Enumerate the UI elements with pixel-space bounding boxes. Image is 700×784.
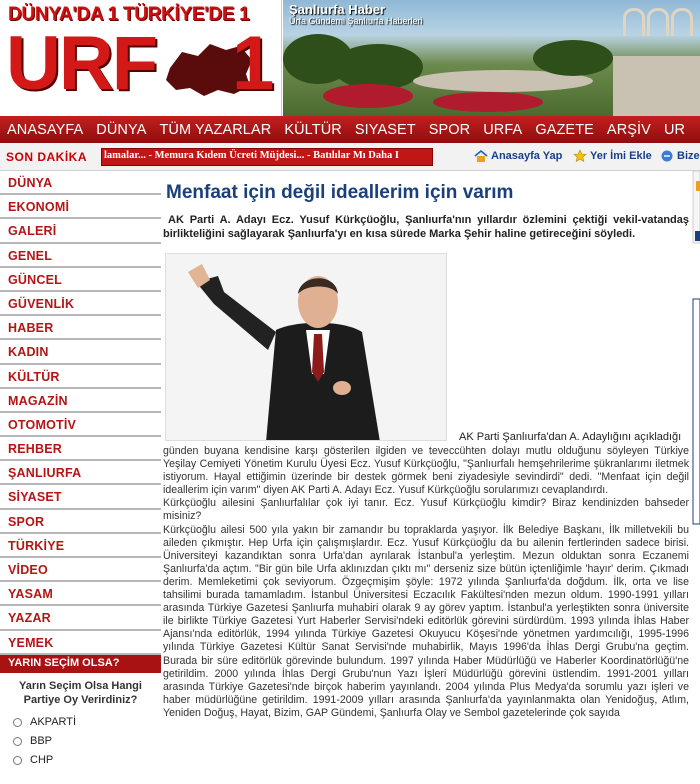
star-icon <box>573 149 587 163</box>
sidebar-item-dunya[interactable] <box>0 171 161 195</box>
sidebar-item-guncel[interactable] <box>0 268 161 292</box>
sidebar-item-label: EKONOMİ <box>8 200 70 215</box>
banner-arch <box>647 8 669 36</box>
sidebar-item-kultur[interactable] <box>0 365 161 389</box>
sidebar-item-otomotiv[interactable] <box>0 413 161 437</box>
candidate-illustration <box>166 254 447 441</box>
logo-text: URF <box>6 21 157 106</box>
logo-tagline: DÜNYA'DA 1 TÜRKİYE'DE 1 <box>8 4 250 25</box>
sidebar-item-label: GÜNCEL <box>8 272 62 287</box>
poll-option-label: CHP <box>30 753 54 766</box>
ticker-text[interactable]: lamalar... - Memura Kıdem Ücreti Müjdesi... - Batılılar Mı Daha I <box>104 150 399 161</box>
header-banner <box>283 0 700 116</box>
banner-tree <box>533 40 613 76</box>
sidebar-item-guvenlik[interactable] <box>0 292 161 316</box>
right-column-edge <box>689 171 700 784</box>
sidebar-item-label: VİDEO <box>8 563 48 577</box>
sidebar-item-yasam[interactable] <box>0 582 161 606</box>
nav-item[interactable]: TÜM YAZARLAR <box>159 121 272 138</box>
banner-arch <box>671 8 693 36</box>
sidebar-item-kadin[interactable] <box>0 340 161 364</box>
breaking-news-label: SON DAKİKA <box>6 150 88 164</box>
sidebar-item-video[interactable] <box>0 558 161 582</box>
category-sidebar <box>0 171 161 784</box>
sidebar-item-label: YEMEK <box>8 635 54 650</box>
sidebar-item-label: YASAM <box>8 587 53 602</box>
sidebar-item-label: GÜVENLİK <box>8 296 75 311</box>
article <box>163 171 689 784</box>
sidebar-item-label: DÜNYA <box>8 176 53 190</box>
poll-option[interactable] <box>0 732 161 751</box>
article-paragraph: günden buyana kendisine karşı gösterilen ilgiden ve teveccühten dolayı mutlu olduğunu söyleyen Türkiye Yeşilay Cemiyeti Yönetim Kurulu Üyesi Ecz. Yusuf Kürkçüoğlu, "Şanlıurfalı hemşehrilerime şükranlarımı iletmek istiyorum. Hayal ettiğimin üzerinde bir destek görmek beni ziyadesiyle sevindirdi" dedi. "Menfaat için değil ideallerim için varım" diyen AK Parti A. Adayı Ecz. Yusuf Kürkçüoğlu sorularımızı cevaplandırdı. <box>163 445 689 497</box>
article-lead: AK Parti A. Adayı Ecz. Yusuf Kürkçüoğlu, Şanlıurfa'nın yıllardır özlemini çektiği vekil-vatandaş birlikteliğini sağlayarak Şanlıurfa'yı en kısa sürede Marka Şehir haline getireceğini söyledi. <box>163 214 689 240</box>
poll-radio[interactable] <box>13 737 22 746</box>
site-logo[interactable] <box>0 0 282 116</box>
poll-option-label: AKPARTİ <box>30 715 77 728</box>
main-nav <box>0 116 700 143</box>
sidebar-item-ekonomi[interactable] <box>0 195 161 219</box>
poll-option[interactable] <box>0 713 161 732</box>
sidebar-item-genel[interactable] <box>0 244 161 268</box>
sidebar-item-haber[interactable] <box>0 316 161 340</box>
banner-title: Şanlıurfa Haber <box>289 2 386 17</box>
poll-radio[interactable] <box>13 756 22 765</box>
site-header <box>0 0 700 116</box>
banner-flowerbed <box>433 92 543 112</box>
poll-header <box>0 655 161 673</box>
banner-arch <box>623 8 645 36</box>
nav-item[interactable]: ANASAYFA <box>7 121 84 138</box>
nav-item[interactable]: DÜNYA <box>96 121 147 138</box>
contact-icon <box>660 149 674 163</box>
sidebar-item-label: KADIN <box>8 345 49 360</box>
sidebar-item-yemek[interactable] <box>0 631 161 655</box>
nav-item[interactable]: ARŞİV <box>606 121 651 138</box>
sidebar-item-label: SİYASET <box>8 490 62 505</box>
sidebar-item-siyaset[interactable] <box>0 485 161 509</box>
sidebar-item-label: YAZAR <box>8 611 51 626</box>
poll-option-label: BBP <box>30 734 53 747</box>
sidebar-item-label: MAGAZİN <box>8 393 68 408</box>
sidebar-item-label: KÜLTÜR <box>8 369 60 384</box>
sidebar-item-rehber[interactable] <box>0 437 161 461</box>
logo-number: 1 <box>232 21 275 106</box>
nav-item[interactable]: KÜLTÜR <box>284 121 342 138</box>
nav-item[interactable]: URFA <box>483 121 523 138</box>
article-paragraph: Kürkçüoğlu ailesi 500 yıla yakın bir zamandır bu topraklarda yaşıyor. İlk Belediye Başkanı, İlk milletvekili bu aileden çıkmıştır. Hep Urfa için çalışmışlardır. Ecz. Yusuf Kürkçüoğlu da bu ailenin fertlerinden sadece birisi. Üniversiteyi kazandıktan sonra Urfa'dan ayrılarak İstanbul'a yerleştim. Mezun olduktan sonra Eczanemi Şanlıurfa'da açtım. "Bir gün bile Urfa aklınızdan çıktı mı" derseniz size bütün içtenliğimle 'hayır' derim. Çıkmadı derim. Memleketimi çok seviyorum. Özgeçmişim şöyle: 1972 yılında Şanlıurfa'da doğdum. İlk, orta ve lise tahsilimi burada tamamladım. İstanbul Üniversitesi Eczacılık Fakültesi'nden mezun oldum. 1990-1991 yılları arasında Türkiye Gazetesi Şanlıurfa muhabiri olarak 9 ay görev yaptım. İstanbul'a yerleştikten sonra üniversite ile birlikte Türkiye Gazetesi Yurt Haberler Servisi'ndeki editörlük görevini sürdürdüm. 1993 yılında İhlas Haber Ajansı'nda editörlük, 1994 yılında Türkiye Gazetesi Okuyucu Köşesi'nde yönetmen yardımcılığı, 1995-1996 yılında Türkiye Gazetesi Kültür Sanat Servisi'nde muhabirlik, Mayıs 1996'da İhlas Dergi Grubu'na geçtim. Burada bir süre editörlük görevinde bulundum. 1997 yılında Haber Müdürlüğü ve Haberler Koordinatörlüğü'ne getirildim. 2000 yılında İhlas Dergi Grubu'nun Yazı İşleri Müdürlüğü görevini üstlendim. 1991-2001 yılları arasında Türkiye Gazetesi'nde birçok haberim yayınlandı. 2004 yılında Plus Medya'da sorumlu yazı işleri ve haber müdürlüğüne getirildim. 1991-2009 yılları arasında Şanlıurfa'da yayınlanmakta olan Yenidoğuş, Atlım, Yeniden Doğuş, Hayat, Bizim, GAP Gündemi, Şanlıurfa Olay ve Sembol gazetelerinde çok sayıda <box>163 523 689 719</box>
sidebar-item-spor[interactable] <box>0 510 161 534</box>
sidebar-item-turkiye[interactable] <box>0 534 161 558</box>
breaking-news-bar <box>0 143 700 171</box>
poll-option[interactable] <box>0 751 161 770</box>
article-paragraph: Kürkçüoğlu ailesini Şanlıurfalılar çok iyi tanır. Ecz. Yusuf Kürkçüoğlu kimdir? Biraz kendinizden bahseder misiniz? <box>163 497 689 523</box>
nav-item[interactable]: SPOR <box>428 121 471 138</box>
banner-flowerbed <box>323 84 413 108</box>
sidebar-item-sanliurfa[interactable] <box>0 461 161 485</box>
nav-item[interactable]: SIYASET <box>354 121 416 138</box>
banner-tree <box>333 44 423 90</box>
sidebar-item-label: HABER <box>8 321 54 336</box>
contact-link[interactable]: Bize <box>677 150 700 162</box>
bookmark-link[interactable]: Yer İmi Ekle <box>590 150 652 162</box>
article-title: Menfaat için değil ideallerim için varım <box>166 182 514 203</box>
sidebar-item-label: TÜRKİYE <box>8 538 65 553</box>
sidebar-item-yazar[interactable] <box>0 606 161 630</box>
candidate-photo[interactable] <box>165 253 447 441</box>
sidebar-item-label: SPOR <box>8 514 45 529</box>
nav-item[interactable]: UR <box>663 121 686 138</box>
poll-radio[interactable] <box>13 718 22 727</box>
sidebar-item-galeri[interactable] <box>0 219 161 243</box>
sidebar-item-label: GENEL <box>8 248 53 263</box>
sidebar-item-magazin[interactable] <box>0 389 161 413</box>
news-ticker[interactable] <box>101 148 433 166</box>
sidebar-item-label: GALERİ <box>8 224 57 239</box>
homepage-link[interactable]: Anasayfa Yap <box>491 150 563 162</box>
banner-subtitle: Urfa Gündemi Şanlıurfa Haberleri <box>289 16 423 26</box>
sidebar-item-label: REHBER <box>8 442 62 457</box>
sidebar-item-label: OTOMOTİV <box>8 417 77 432</box>
home-icon <box>474 149 488 163</box>
nav-item[interactable]: GAZETE <box>535 121 594 138</box>
banner-pavement <box>613 56 700 116</box>
poll-question: Yarın Seçim Olsa Hangi Partiye Oy Verirdiniz? <box>19 679 142 706</box>
photo-caption: AK Parti Şanlıurfa'dan A. Adaylığını açıkladığı <box>459 431 682 443</box>
article-body <box>163 445 689 720</box>
poll-header-label: YARIN SEÇİM OLSA? <box>8 656 120 669</box>
sidebar-item-label: ŞANLIURFA <box>8 466 82 481</box>
